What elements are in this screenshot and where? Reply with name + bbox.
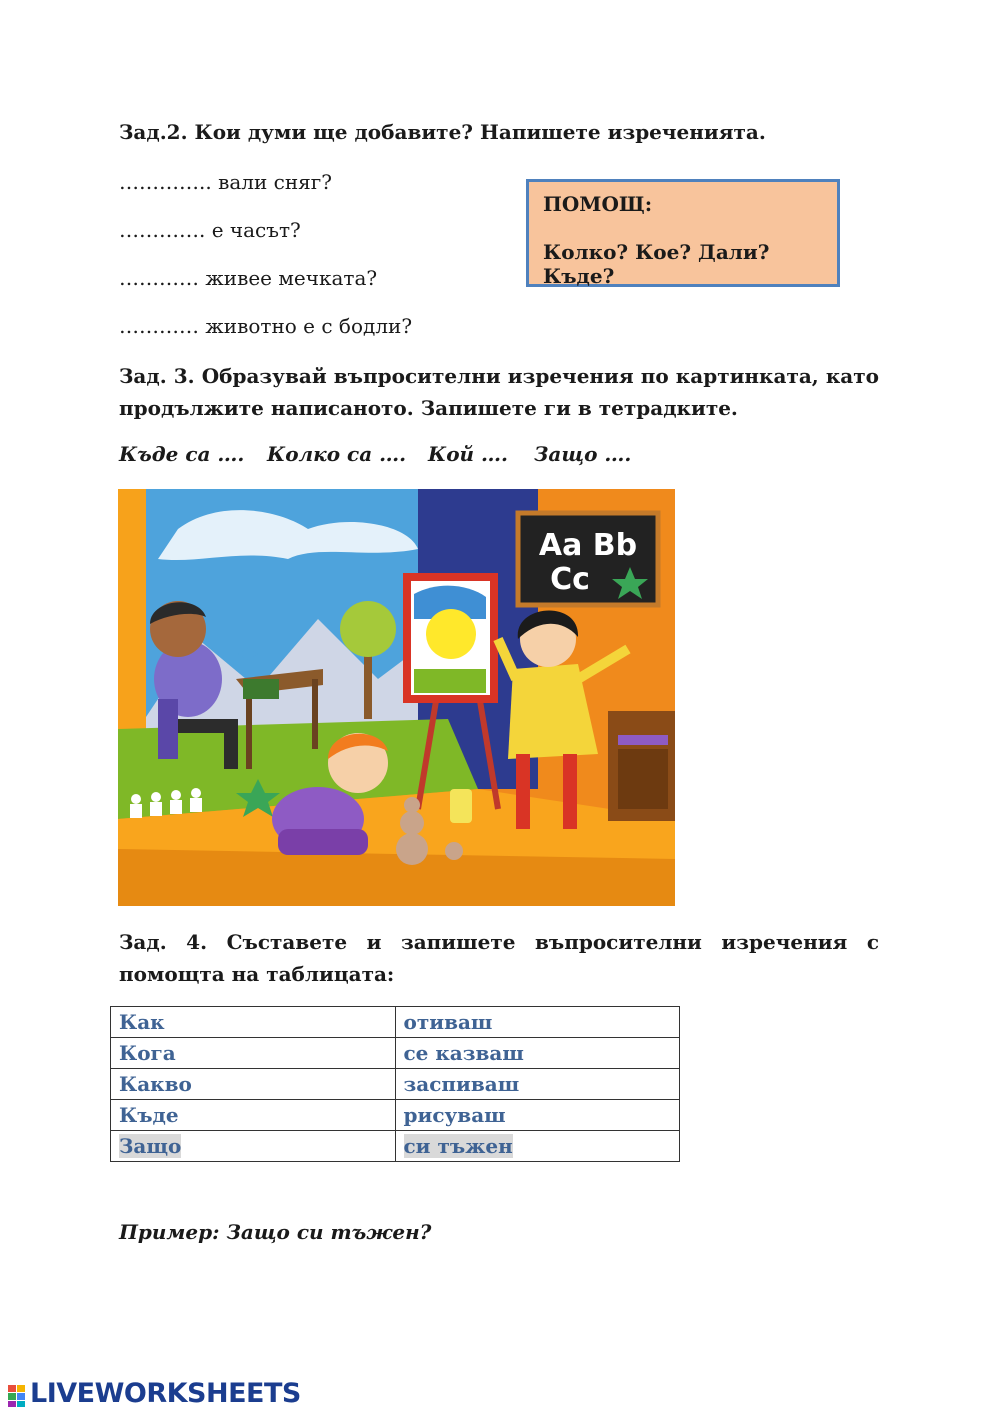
task4-title: Зад. 4. Съставете и запишете въпросителни изречения с помощта на таблицата:	[119, 930, 879, 986]
table-cell-verb: заспиваш	[395, 1069, 680, 1100]
classroom-illustration	[118, 489, 675, 906]
help-heading: ПОМОЩ:	[543, 192, 653, 216]
table-cell-verb	[395, 1131, 680, 1162]
table-row	[111, 1100, 680, 1131]
table-cell-question: Какво	[111, 1069, 396, 1100]
table-cell-verb: се казваш	[395, 1038, 680, 1069]
words-table	[110, 1006, 680, 1162]
table-cell-verb: отиваш	[395, 1007, 680, 1038]
table-row	[111, 1131, 680, 1162]
table-cell-question	[111, 1131, 396, 1162]
fill-line-1: ………….. вали сняг?	[119, 170, 332, 194]
fill-line-2: …………. е часът?	[119, 218, 301, 242]
prompt-how-many: Колко са ….	[267, 442, 407, 466]
brand-name[interactable]: LIVEWORKSHEETS	[30, 1378, 301, 1409]
table-cell-verb: рисуваш	[395, 1100, 680, 1131]
help-words: Колко? Кое? Дали? Къде?	[543, 240, 770, 288]
table-cell-question: Къде	[111, 1100, 396, 1131]
prompt-why: Защо ….	[534, 442, 632, 466]
help-box	[526, 179, 840, 287]
board-text-line2: Cc	[550, 562, 590, 597]
table-cell-question: Кога	[111, 1038, 396, 1069]
table-row	[111, 1007, 680, 1038]
board-text-line1: Aa Bb	[538, 528, 638, 563]
fill-line-4: ………… животно е с бодли?	[119, 314, 413, 338]
task2-title: Зад.2. Кои думи ще добавите? Напишете изреченията.	[119, 120, 766, 144]
table-row	[111, 1069, 680, 1100]
prompt-where: Къде са ….	[119, 442, 245, 466]
fill-line-3: ………… живее мечката?	[119, 266, 378, 290]
table-cell-question: Как	[111, 1007, 396, 1038]
table-row	[111, 1038, 680, 1069]
highlighted-word: Защо	[119, 1134, 182, 1158]
prompt-who: Кой ….	[428, 442, 508, 466]
example-sentence: Пример: Защо си тъжен?	[119, 1220, 432, 1244]
highlighted-word: си тъжен	[403, 1134, 513, 1158]
task3-prompts	[119, 442, 819, 472]
task3-title: Зад. 3. Образувай въпросителни изречения по картинката, като продължите написаното. Запишете ги в тетрадките.	[119, 364, 879, 420]
